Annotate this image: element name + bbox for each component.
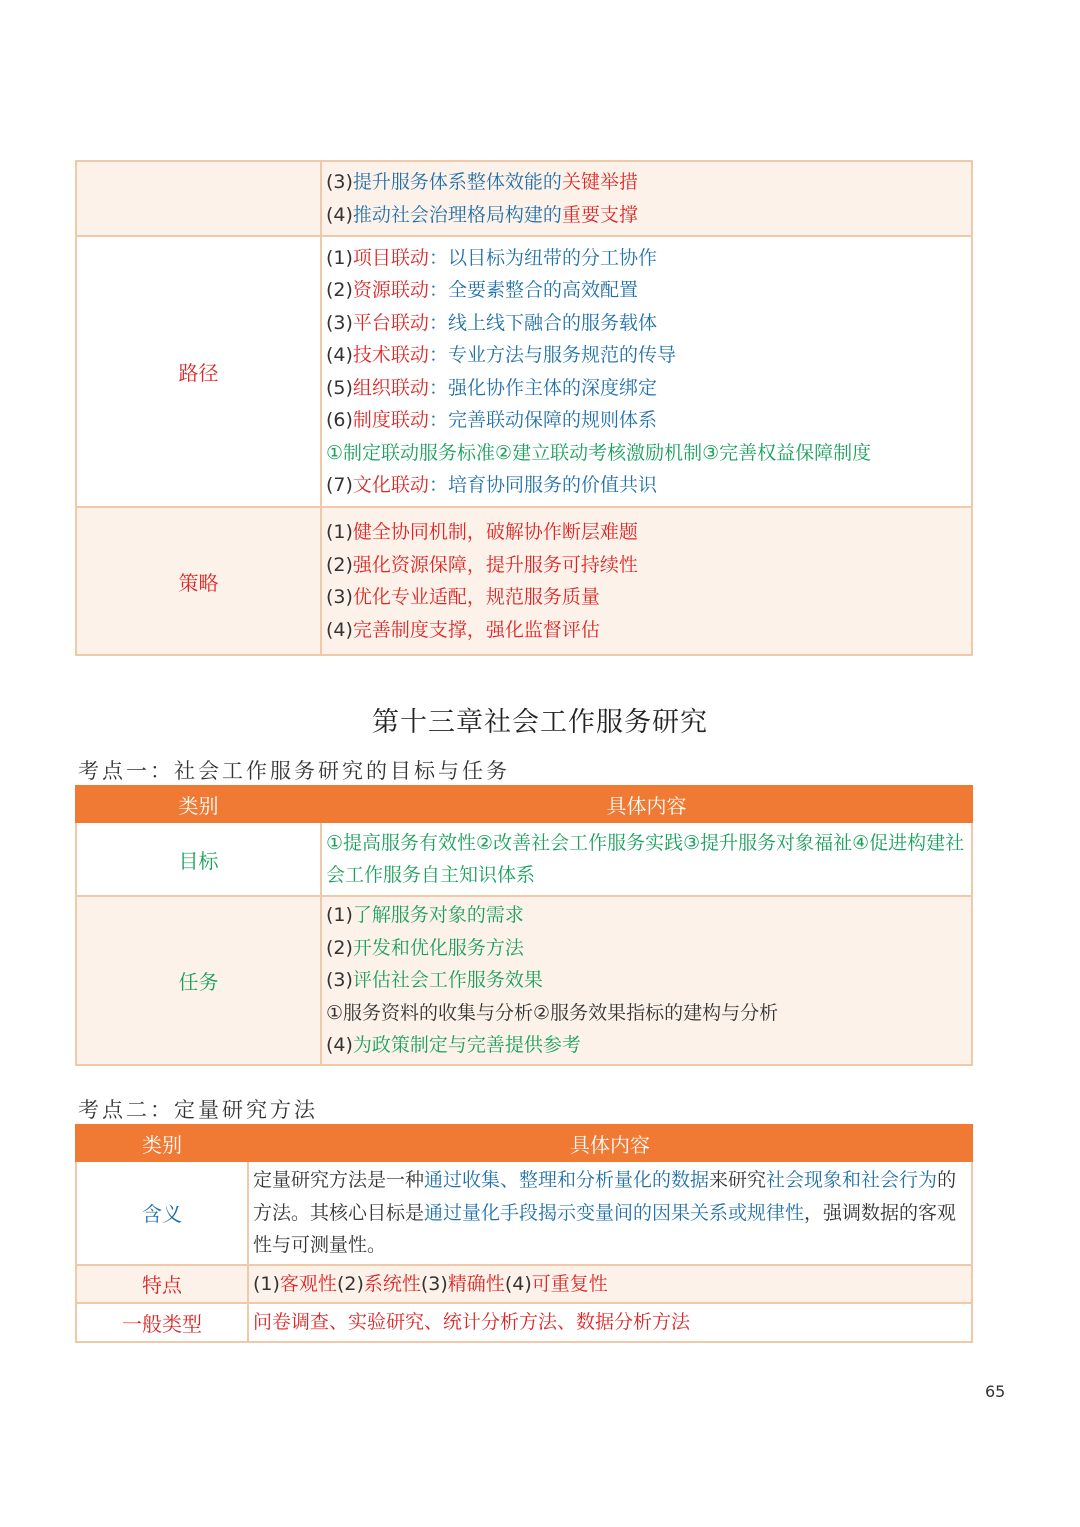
content-line	[326, 549, 967, 582]
text-segment: 项目联动	[352, 246, 429, 269]
content-cell	[321, 161, 972, 236]
content-line	[326, 964, 967, 997]
text-segment: ：完善联动保障的规则体系	[428, 409, 657, 431]
text-segment: ：以目标为纽带的分工协作	[428, 246, 657, 269]
text-segment: (6)	[326, 409, 353, 431]
category-cell: 任务	[76, 896, 321, 1065]
text-segment: (1)	[253, 1272, 280, 1295]
chapter-title: 第十三章社会工作服务研究	[372, 707, 708, 738]
text-segment: 技术联动	[352, 344, 429, 366]
text-segment: 问卷调查、实验研究、统计分析方法、数据分析方法	[253, 1311, 691, 1333]
text-segment: 系统性	[363, 1272, 421, 1295]
content-line	[326, 199, 967, 232]
category-cell: 路径	[76, 236, 321, 507]
text-segment: ①服务资料的收集与分析②服务效果指标的建构与分析	[326, 1001, 779, 1024]
text-segment: 通过收集、整理和分析量化的数据	[424, 1169, 710, 1191]
section-heading: 考点一：社会工作服务研究的目标与任务	[78, 759, 510, 783]
content-line	[326, 166, 967, 199]
text-segment: (4)	[504, 1272, 532, 1295]
content-cell	[321, 896, 972, 1065]
text-segment: (4)	[326, 344, 353, 366]
text-segment: ：全要素整合的高效配置	[428, 279, 638, 301]
text-segment: 来研究	[709, 1169, 767, 1191]
section2-table	[75, 1124, 973, 1343]
text-segment: (3)	[326, 311, 353, 334]
text-segment: (1)	[326, 521, 353, 543]
text-segment: 优化专业适配，规范服务质量	[352, 586, 600, 608]
text-segment: (3)	[326, 171, 353, 193]
text-segment: 健全协同机制，破解协作断层难题	[352, 521, 638, 543]
table-header-row	[76, 1125, 972, 1161]
text-segment: (4)	[326, 1034, 353, 1056]
text-segment: ：培育协同服务的价值共识	[428, 474, 657, 496]
category-cell: 策略	[76, 507, 321, 655]
text-segment: 可重复性	[531, 1272, 608, 1295]
category-cell: 含义	[76, 1161, 248, 1265]
table-row	[76, 1303, 972, 1342]
text-segment: (7)	[326, 474, 353, 496]
text-segment: (4)	[326, 618, 353, 641]
content-line	[253, 1164, 967, 1262]
table-row	[76, 161, 972, 236]
content-cell	[248, 1265, 972, 1304]
table-header-row	[76, 786, 972, 822]
text-segment: (1)	[326, 904, 353, 926]
text-segment: 客观性	[279, 1272, 337, 1295]
column-header-content: 具体内容	[321, 786, 972, 822]
text-segment: 资源联动	[352, 279, 429, 301]
text-segment: ：线上线下融合的服务载体	[428, 311, 657, 334]
content-line	[326, 339, 967, 372]
content-line	[326, 614, 967, 647]
table-row	[76, 896, 972, 1065]
column-header-category: 类别	[76, 786, 321, 822]
text-segment: 文化联动	[352, 474, 429, 496]
text-segment: 强化资源保障，提升服务可持续性	[352, 553, 638, 576]
content-line	[326, 242, 967, 275]
text-segment: 为政策制定与完善提供参考	[352, 1034, 581, 1056]
text-segment: ：强化协作主体的深度绑定	[428, 376, 657, 399]
text-segment: 通过量化手段揭示变量间的因果关系或规律性	[424, 1201, 805, 1224]
text-segment: 精确性	[447, 1272, 505, 1295]
page-number: 65	[985, 1382, 1006, 1401]
content-line	[326, 372, 967, 405]
text-segment: (3)	[326, 586, 353, 608]
column-header-content: 具体内容	[248, 1125, 972, 1161]
content-line	[326, 516, 967, 549]
text-segment: ：专业方法与服务规范的传导	[428, 344, 676, 366]
category-cell	[76, 161, 321, 236]
text-segment: (5)	[326, 376, 353, 399]
content-line	[253, 1268, 967, 1301]
text-segment: 评估社会工作服务效果	[352, 969, 543, 991]
content-cell	[248, 1303, 972, 1342]
text-segment: ①制定联动服务标准②建立联动考核激励机制③完善权益保障制度	[326, 441, 872, 464]
table-row	[76, 1161, 972, 1265]
text-segment: (2)	[336, 1272, 364, 1295]
text-segment: (2)	[326, 936, 353, 959]
text-segment: (4)	[326, 203, 353, 226]
content-line	[326, 437, 967, 470]
table-row	[76, 507, 972, 655]
content-line	[326, 581, 967, 614]
text-segment: (2)	[326, 553, 353, 576]
text-segment: (3)	[326, 969, 353, 991]
content-line	[326, 827, 967, 892]
category-cell: 一般类型	[76, 1303, 248, 1342]
text-segment: 完善制度支撑，强化监督评估	[352, 618, 600, 641]
text-segment: 社会现象和社会行为	[766, 1169, 938, 1191]
text-segment: 组织联动	[352, 376, 429, 399]
section1-table	[75, 785, 973, 1066]
content-cell	[321, 236, 972, 507]
text-segment: 制度联动	[352, 409, 429, 431]
table-row	[76, 236, 972, 507]
text-segment: 重要支撑	[561, 203, 638, 226]
text-segment: (1)	[326, 246, 353, 269]
text-segment: 平台联动	[352, 311, 429, 334]
column-header-category: 类别	[76, 1125, 248, 1161]
content-line	[326, 1029, 967, 1062]
category-cell: 特点	[76, 1265, 248, 1304]
category-cell: 目标	[76, 822, 321, 896]
content-line	[326, 997, 967, 1030]
content-cell	[321, 822, 972, 896]
content-line	[326, 274, 967, 307]
content-line	[326, 404, 967, 437]
content-line	[326, 932, 967, 965]
text-segment: (2)	[326, 279, 353, 301]
continued-table	[75, 160, 973, 656]
content-cell	[248, 1161, 972, 1265]
text-segment: ，强调数据的客观性与可测量性。	[253, 1201, 957, 1256]
text-segment: ①提高服务有效性②改善社会工作服务实践③提升服务对象福祉④促进构建社会工作服务自主知识体系	[326, 831, 965, 886]
content-line	[326, 899, 967, 932]
section-heading: 考点二：定量研究方法	[78, 1098, 318, 1122]
text-segment: 关键举措	[561, 171, 638, 193]
table-row	[76, 822, 972, 896]
text-segment: 的方法。其核心目标是	[253, 1169, 957, 1224]
text-segment: 开发和优化服务方法	[352, 936, 524, 959]
text-segment: 推动社会治理格局构建的	[352, 203, 562, 226]
content-line	[326, 469, 967, 502]
text-segment: 定量研究方法是一种	[253, 1169, 425, 1191]
content-cell	[321, 507, 972, 655]
table-row	[76, 1265, 972, 1304]
content-line	[253, 1306, 967, 1339]
text-segment: 提升服务体系整体效能的	[352, 171, 562, 193]
text-segment: (3)	[420, 1272, 448, 1295]
content-line	[326, 307, 967, 340]
text-segment: 了解服务对象的需求	[352, 904, 524, 926]
